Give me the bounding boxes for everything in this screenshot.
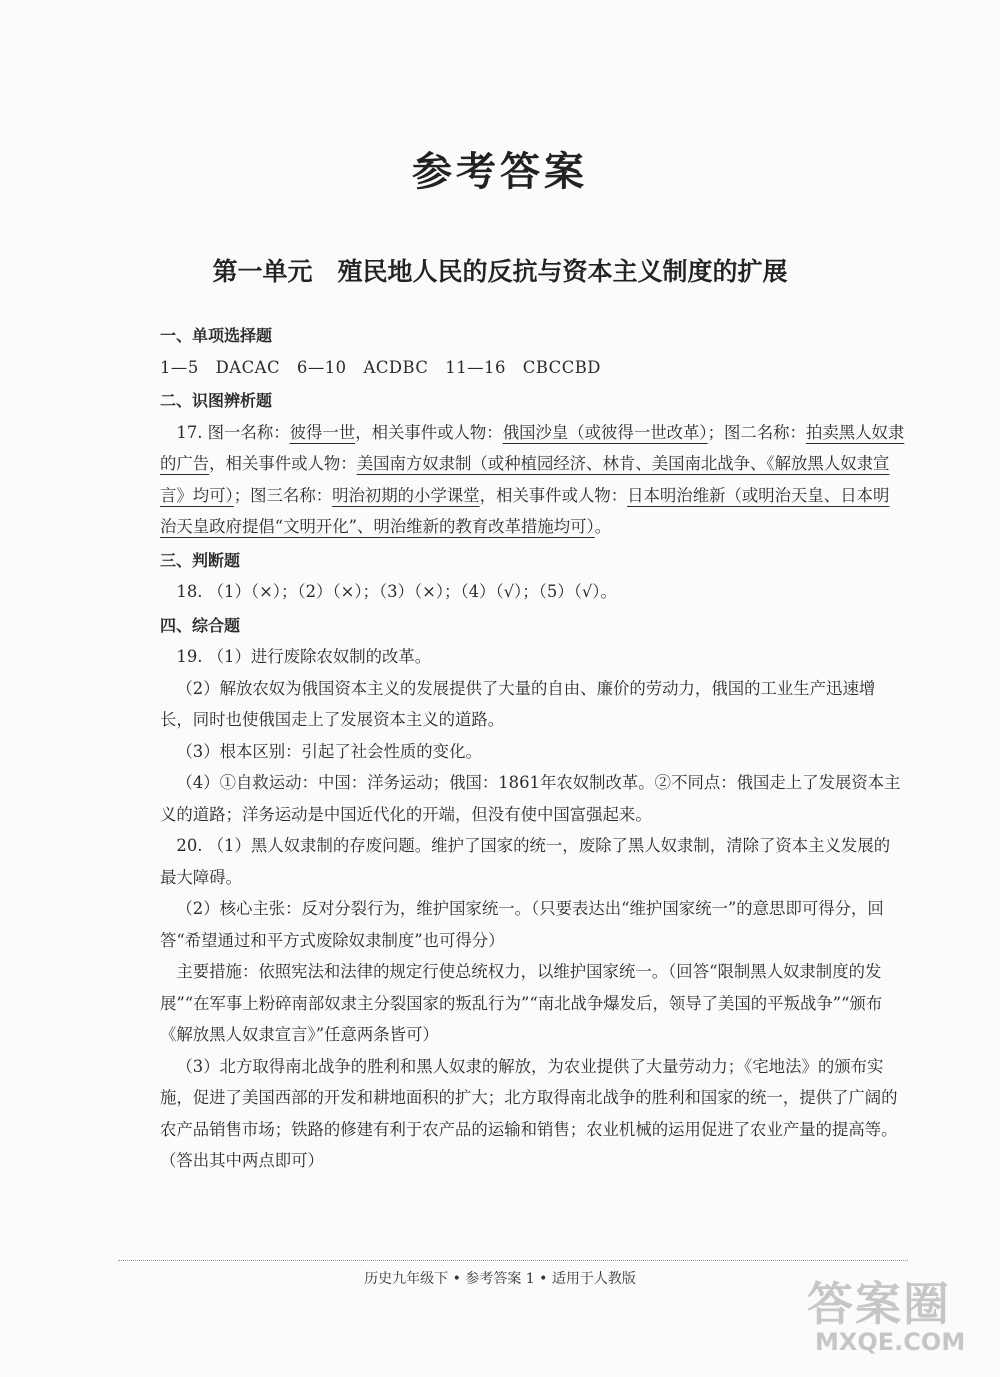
question-19-2: （2）解放农奴为俄国资本主义的发展提供了大量的自由、廉价的劳动力，俄国的工业生产迅速增长，同时也使俄国走上了发展资本主义的道路。 <box>160 678 876 729</box>
question-20-2: （2）核心主张：反对分裂行为，维护国家统一。（只要表达出“维护国家统一”的意思即可得分，回答“希望通过和平方式废除奴隶制度”也可得分） <box>160 899 884 950</box>
fig3-name: 明治初期的小学课堂 <box>332 485 480 505</box>
question-19-3: （3）根本区别：引起了社会性质的变化。 <box>176 741 482 761</box>
watermark-logo <box>801 1268 986 1363</box>
question-20-2-measures: 主要措施：依照宪法和法律的规定行使总统权力，以维护国家统一。（回答“限制黑人奴隶制度的发展”“在军事上粉碎南部奴隶主分裂国家的叛乱行为”“南北战争爆发后，领导了美国的平叛战争”“颁布《解放黑人奴隶宣言》”任意两条皆可） <box>160 962 883 1044</box>
unit-title: 第一单元 殖民地人民的反抗与资本主义制度的扩展 <box>212 257 788 286</box>
footer-divider <box>118 1260 908 1261</box>
section-heading: 三、判断题 <box>160 550 241 570</box>
section-heading: 一、单项选择题 <box>160 326 273 345</box>
page-title: 参考答案 <box>412 149 588 195</box>
q17-mid: ，相关事件或人物： <box>355 422 503 442</box>
page-footer: 历史九年级下 • 参考答案 1 • 适用于人教版 <box>364 1271 636 1287</box>
q17-mid: ，相关事件或人物： <box>209 454 357 473</box>
question-17 <box>160 417 905 543</box>
fig1-name: 彼得一世 <box>289 422 356 442</box>
watermark-url: MXQE.COM <box>815 1328 966 1356</box>
q17-end: 。 <box>594 517 612 536</box>
fig2-event: 美国南方奴隶制（或种植园经济、林肯、美国南北战争、《解放黑人奴隶宣言》均可） <box>160 454 890 505</box>
fig3-event: 日本明治维新（或明治天皇、日本明治天皇政府提倡“文明开化”、明治维新的教育改革措施均可） <box>160 485 890 536</box>
watermark-text: 答案圈 <box>807 1277 951 1331</box>
question-20-3: （3）北方取得南北战争的胜利和黑人奴隶的解放，为农业提供了大量劳动力；《宅地法》的颁布实施，促进了美国西部的开发和耕地面积的扩大；北方取得南北战争的胜利和国家的统一，提供了广阔的农产品销售市场；铁路的修建有利于农产品的运输和销售；农业机械的运用促进了农业产量的提高等。（答出其中两点即可） <box>160 1056 898 1170</box>
section-heading: 四、综合题 <box>160 615 241 635</box>
question-18: 18. （1）（×）；（2）（×）；（3）（×）；（4）（√）；（5）（√）。 <box>176 582 617 601</box>
fig1-event: 俄国沙皇（或彼得一世改革） <box>502 422 708 442</box>
question-19-1: 19. （1）进行废除农奴制的改革。 <box>176 647 432 666</box>
question-20-1: 20. （1）黑人奴隶制的存废问题。维护了国家的统一，废除了黑人奴隶制，清除了资本主义发展的最大障碍。 <box>160 836 891 887</box>
section-heading: 二、识图辨析题 <box>160 391 273 410</box>
q17-prefix: 17. 图一名称： <box>176 422 290 442</box>
q17-mid: ，相关事件或人物： <box>479 485 628 505</box>
q17-mid: ；图二名称： <box>707 422 806 442</box>
answer-content <box>160 318 905 1177</box>
q17-mid: ；图三名称： <box>233 485 333 505</box>
mcq-answers: 1—5 DACAC 6—10 ACDBC 11—16 CBCCBD <box>160 357 601 377</box>
fig2-name: 拍卖黑人奴隶的广告 <box>160 422 905 473</box>
question-19-4: （4）①自救运动：中国：洋务运动；俄国：1861年农奴制改革。②不同点：俄国走上了发展资本主义的道路；洋务运动是中国近代化的开端，但没有使中国富强起来。 <box>160 773 901 824</box>
